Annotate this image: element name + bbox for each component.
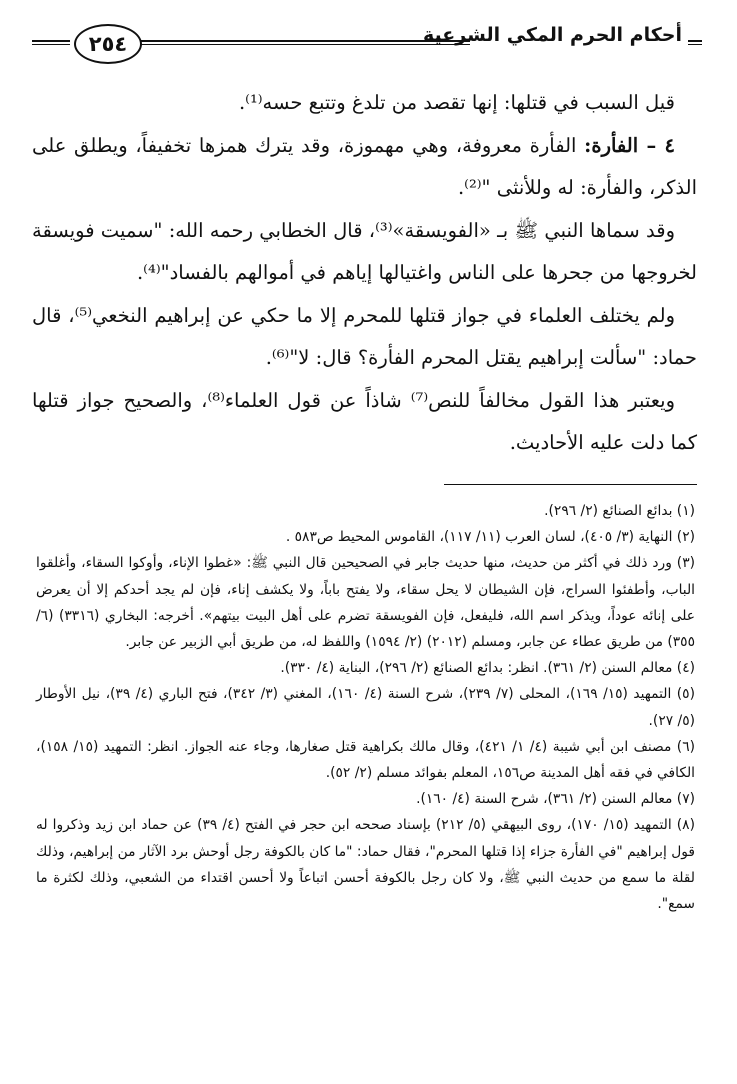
header-rule-right bbox=[688, 40, 702, 45]
footnotes bbox=[36, 498, 695, 917]
paragraph-2-text: الفأرة معروفة، وهي مهموزة، وقد يترك همزها تخفيفاً، ويطلق على الذكر، والفأرة: له وللأنثى "⁽²⁾. bbox=[32, 133, 697, 199]
footnote-8: (٨) التمهيد (١٥/ ١٧٠)، روى البيهقي (٥/ ٢١٢) بإسناد صححه ابن حجر في الفتح (٤/ ٣٩) عن حماد ابن زيد وذكروا له قول إبراهيم "في الفأرة جزاء إذا قتلها المحرم"، فقال حماد: "ما كان بالكوفة رجل أوحش برد الآثار من إبراهيم، وذلك لقلة ما سمع من حديث النبي ﷺ، ولا كان رجل بالكوفة أحسن اتباعاً ولا أحسن اقتداء من الشعبي، وذلك لكثرة ما سمع". bbox=[36, 817, 695, 913]
paragraph-1: قيل السبب في قتلها: إنها تقصد من تلدغ وتتبع حسه⁽¹⁾. bbox=[238, 91, 675, 114]
footnote-1: (١) بدائع الصنائع (٢/ ٢٩٦). bbox=[544, 503, 695, 519]
footnote-divider bbox=[444, 484, 697, 485]
header-rule bbox=[140, 40, 470, 45]
footnote-5: (٥) التمهيد (١٥/ ١٦٩)، المحلى (٧/ ٢٣٩)، شرح السنة (٤/ ١٦٠)، المغني (٣/ ٣٤٢)، فتح الباري (٤/ ٣٩)، نيل الأوطار (٥/ ٢٧). bbox=[36, 686, 695, 729]
footnote-7: (٧) معالم السنن (٢/ ٣٦١)، شرح السنة (٤/ ١٦٠). bbox=[416, 791, 695, 808]
book-title: أحكام الحرم المكي الشرعية bbox=[423, 24, 682, 46]
footnote-2: (٢) النهاية (٣/ ٤٠٥)، لسان العرب (١١/ ١١٧)، القاموس المحيط ص٥٨٣ . bbox=[285, 529, 695, 546]
paragraph-4: ولم يختلف العلماء في جواز قتلها للمحرم إلا ما حكي عن إبراهيم النخعي⁽⁵⁾، قال حماد: "سألت إبراهيم يقتل المحرم الفأرة؟ قال: لا"⁽⁶⁾. bbox=[32, 303, 697, 369]
footnote-6: (٦) مصنف ابن أبي شيبة (٤/ ١/ ٤٢١)، وقال مالك بكراهية قتل صغارها، وجاء عنه الجواز. انظر: التمهيد (١٥/ ١٥٨)، الكافي في فقه أهل المدينة ص١٥٦، المعلم بفوائد مسلم (٢/ ٥٢). bbox=[36, 738, 695, 782]
paragraph-2-heading: ٤ – الفأرة: bbox=[584, 133, 676, 157]
footnote-4: (٤) معالم السنن (٢/ ٣٦١). انظر: بدائع الصنائع (٢/ ٢٩٦)، البناية (٤/ ٣٣٠). bbox=[280, 660, 695, 677]
paragraph-3: وقد سماها النبي ﷺ بـ «الفويسقة»⁽³⁾، قال الخطابي رحمه الله: "سميت فويسقة لخروجها من جحرها على الناس واغتيالها إياهم في أموالهم بالفساد"⁽⁴⁾. bbox=[32, 218, 697, 284]
footnote-3: (٣) ورد ذلك في أكثر من حديث، منها حديث جابر في الصحيحين قال النبي ﷺ: «غطوا الإناء، وأوكوا السقاء، وأغلقوا الباب، وأطفئوا السراج، فإن الشيطان لا يحل سقاء، ولا يفتح باباً، ولا يكشف إناء، فإن لم يجد أحدكم إلا أن يعرض على إنائه عوداً، ويذكر اسم الله، فليفعل، فإن الفويسقة تضرم على أهل البيت بيتهم». أخرجه: البخاري (٣٣١٦) (٦/ ٣٥٥) من طريق عطاء عن جابر، ومسلم (٢٠١٢) (٢/ ١٥٩٤) واللفظ له، من طريق أبي الزبير عن جابر. bbox=[36, 555, 695, 651]
page-number: ٢٥٤ bbox=[74, 24, 142, 64]
main-text bbox=[32, 82, 697, 465]
paragraph-5: ويعتبر هذا القول مخالفاً للنص⁽⁷⁾ شاذاً عن قول العلماء⁽⁸⁾، والصحيح جواز قتلها كما دلت عليه الأحاديث. bbox=[32, 388, 697, 454]
paragraph-2 bbox=[32, 125, 697, 210]
running-header bbox=[32, 22, 702, 66]
header-rule-left bbox=[32, 40, 70, 45]
